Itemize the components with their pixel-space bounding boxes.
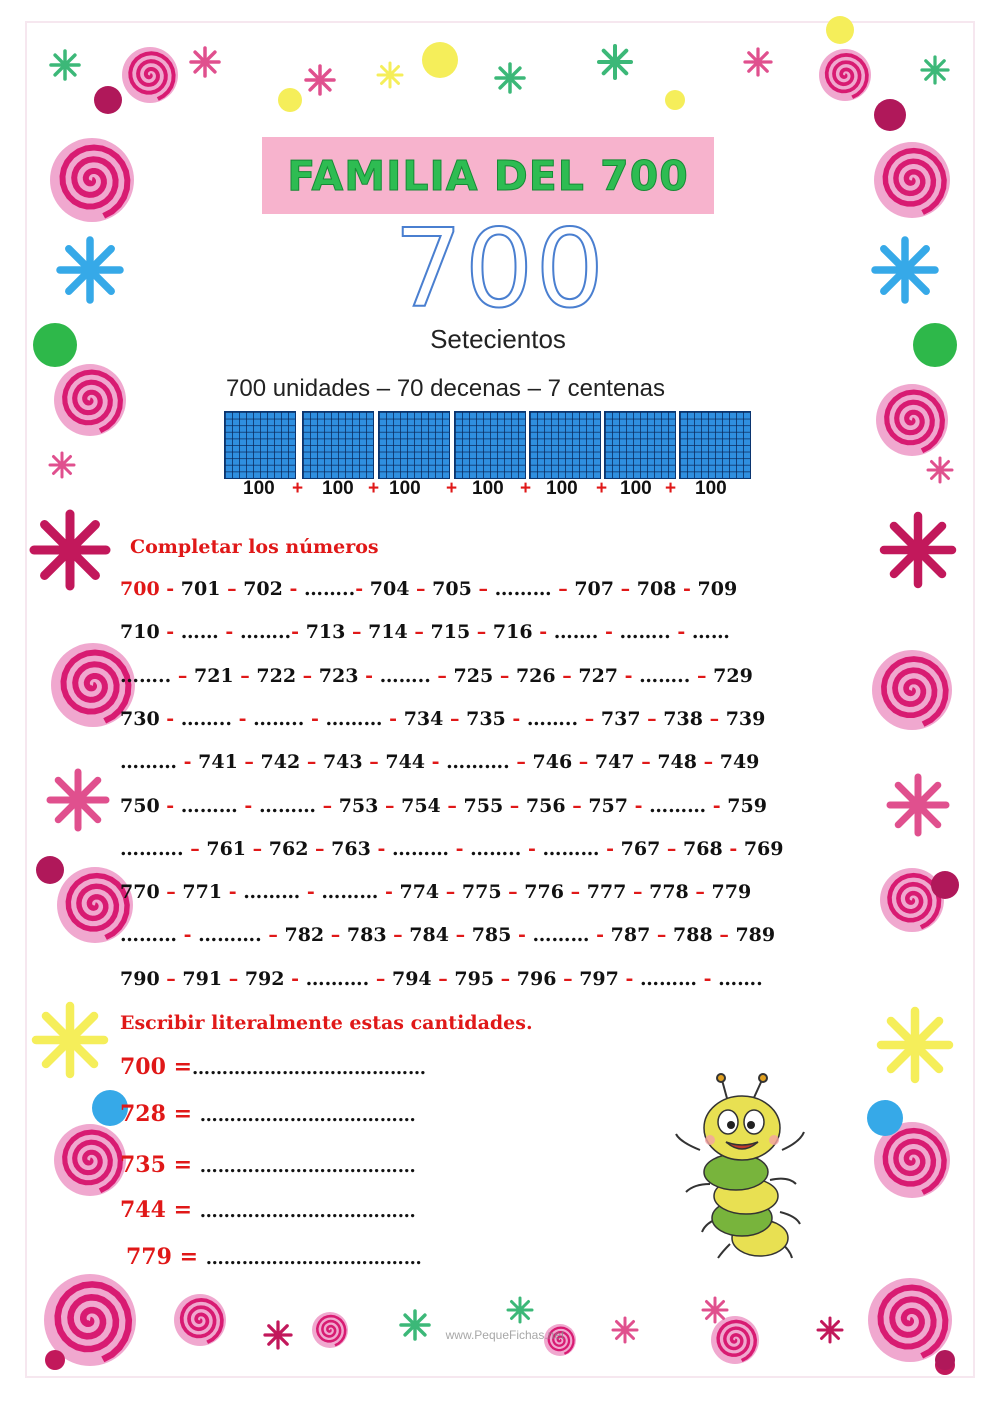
answer-blank: …………………………………: [192, 1058, 427, 1079]
sequence-number: 779: [711, 881, 752, 904]
separator: -: [159, 621, 181, 644]
footer-watermark: www.PequeFichas.net: [445, 1328, 565, 1342]
sequence-number: 756: [525, 794, 566, 817]
separator: -: [225, 621, 240, 644]
hundred-label: 100: [472, 478, 504, 499]
separator: –: [222, 967, 245, 990]
separator: –: [516, 751, 533, 774]
blank-slot: ………: [532, 924, 597, 947]
flower-icon: [378, 63, 402, 87]
sequence-row: [120, 968, 800, 990]
hundred-block: [604, 411, 676, 479]
quantity-row: [120, 1101, 416, 1127]
pink-spiral-icon: [50, 138, 134, 222]
exercise1-heading: Completar los números: [130, 536, 379, 558]
hundred-blocks: [224, 411, 754, 479]
separator: -: [618, 967, 640, 990]
separator: –: [300, 751, 323, 774]
separator: –: [407, 621, 431, 644]
quantity-label: 700 =: [120, 1054, 193, 1080]
separator: –: [555, 664, 579, 687]
snowflake-icon: [875, 240, 935, 300]
dot-icon: [867, 1100, 903, 1136]
separator: -: [238, 707, 254, 730]
sequence-row: [120, 708, 800, 730]
hundred-label: 100: [243, 478, 275, 499]
pink-spiral-icon: [54, 364, 126, 436]
sequence-number: 701: [180, 578, 221, 600]
sequence-number: 738: [663, 707, 703, 730]
separator: -: [596, 924, 611, 947]
separator: -: [511, 924, 533, 947]
blank-slot: …….: [553, 621, 605, 644]
flower-icon: [265, 1322, 291, 1348]
flower-icon: [191, 48, 219, 76]
sequence-number: 725: [453, 664, 494, 687]
pink-spiral-icon: [868, 1278, 952, 1362]
separator: -: [455, 837, 471, 860]
blank-slot: ………: [494, 578, 559, 600]
separator: -: [676, 578, 698, 600]
blank-slot: ……: [691, 621, 730, 644]
separator: –: [183, 837, 207, 860]
answer-blank: ………………………………: [199, 1105, 416, 1126]
separator: –: [702, 707, 726, 730]
quantity-row: [120, 1054, 426, 1080]
sequence-number: 770: [120, 881, 160, 904]
answer-blank: ………………………………: [205, 1248, 422, 1269]
blank-slot: ……..: [120, 664, 172, 687]
hundred-block: [302, 411, 374, 479]
sequence-number: 734: [403, 707, 444, 730]
sequence-number: 775: [461, 881, 502, 904]
sequence-number: 785: [471, 924, 512, 947]
quantity-label: 735 =: [120, 1152, 200, 1178]
pink-spiral-icon: [876, 384, 948, 456]
separator: -: [159, 794, 181, 817]
separator: –: [503, 794, 526, 817]
sequence-row: [120, 578, 800, 600]
sequence-number: 739: [725, 707, 766, 730]
blank-slot: ………: [542, 837, 607, 860]
separator: -: [389, 707, 404, 730]
separator: –: [431, 967, 455, 990]
sequence-number: 769: [743, 837, 784, 860]
sequence-number: 784: [409, 924, 449, 947]
blank-slot: ……..: [619, 621, 678, 644]
blank-slot: ……..: [526, 707, 585, 730]
sequence-number: 709: [697, 578, 738, 600]
separator: –: [409, 578, 433, 600]
sequence-number: 762: [268, 837, 309, 860]
answer-blank: ………………………………: [199, 1201, 416, 1222]
sequence-number: 705: [432, 578, 472, 600]
title-banner: [262, 137, 714, 214]
separator: –: [697, 664, 714, 687]
flower-icon: [922, 57, 948, 83]
dot-icon: [826, 16, 854, 44]
separator: -: [703, 967, 719, 990]
separator: -: [618, 664, 640, 687]
hundred-label: 100: [620, 478, 652, 499]
sparkle-icon: [881, 1011, 949, 1079]
separator: –: [324, 924, 347, 947]
blank-slot: ……..: [239, 621, 292, 644]
blank-slot: ………: [325, 707, 390, 730]
dot-icon: [278, 88, 302, 112]
separator: -: [606, 837, 621, 860]
separator: –: [439, 881, 462, 904]
separator: –: [556, 967, 580, 990]
blank-slot: ……..: [470, 837, 528, 860]
flower-icon: [745, 49, 771, 75]
sequence-number: 744: [385, 751, 426, 774]
sequence-row: [120, 881, 800, 903]
sequence-number: 716: [492, 621, 533, 644]
sequence-number: 715: [430, 621, 471, 644]
sequence-number: 795: [454, 967, 495, 990]
separator: –: [322, 794, 339, 817]
blank-slot: ……..: [304, 578, 356, 600]
sequence-row: [120, 665, 800, 687]
sequence-number: 749: [719, 751, 760, 774]
hundred-block: [679, 411, 751, 479]
pink-spiral-icon: [711, 1316, 759, 1364]
sequence-number: 741: [198, 751, 238, 774]
answer-blank: ………………………………: [199, 1156, 416, 1177]
hundred-label: 100: [546, 478, 578, 499]
sequence-number: 787: [610, 924, 651, 947]
separator: –: [494, 967, 517, 990]
separator: -: [384, 881, 400, 904]
plus-sign: +: [520, 478, 532, 499]
separator: –: [159, 881, 183, 904]
separator: -: [355, 578, 370, 600]
dot-icon: [931, 871, 959, 899]
sequence-number: 776: [524, 881, 564, 904]
sequence-row: [120, 795, 800, 817]
blank-slot: ………: [120, 924, 177, 947]
separator: –: [572, 751, 595, 774]
sequence-number: 768: [683, 837, 723, 860]
separator: –: [650, 924, 674, 947]
separator: –: [362, 751, 386, 774]
sequence-number: 771: [182, 881, 223, 904]
quantity-label: 779 =: [126, 1244, 206, 1270]
dot-icon: [36, 856, 64, 884]
sparkle-icon: [884, 516, 952, 584]
sequence-number: 730: [120, 707, 160, 730]
sequence-number: 723: [318, 664, 359, 687]
sequence-number: 794: [391, 967, 432, 990]
separator: –: [375, 967, 392, 990]
snowflake-icon: [60, 240, 120, 300]
separator: –: [688, 881, 712, 904]
sequence-number: 742: [260, 751, 301, 774]
sequence-number: 713: [305, 621, 346, 644]
sequence-number: 721: [193, 664, 234, 687]
flower-icon: [818, 1318, 842, 1342]
separator: –: [626, 881, 650, 904]
flower-icon: [508, 1298, 532, 1322]
separator: –: [558, 578, 575, 600]
hundred-block: [529, 411, 601, 479]
separator: -: [425, 751, 447, 774]
separator: –: [493, 664, 516, 687]
quantity-row: [120, 1152, 416, 1178]
separator: -: [712, 794, 728, 817]
sequence-number: 748: [657, 751, 697, 774]
sequence-number: 727: [578, 664, 619, 687]
separator: –: [640, 707, 664, 730]
separator: –: [220, 578, 244, 600]
sequence-number: 743: [322, 751, 363, 774]
sequence-number: 796: [516, 967, 557, 990]
separator: –: [308, 837, 332, 860]
sequence-number: 729: [713, 664, 753, 687]
sparkle-icon: [34, 514, 106, 586]
separator: –: [634, 751, 658, 774]
sequence-number: 710: [120, 621, 160, 644]
separator: –: [296, 664, 319, 687]
separator: -: [222, 881, 244, 904]
sequence-row: [120, 924, 800, 946]
separator: –: [584, 707, 601, 730]
plus-sign: +: [596, 478, 608, 499]
separator: -: [159, 578, 181, 600]
separator: -: [177, 751, 199, 774]
sequence-row: [120, 838, 800, 860]
exercise2-heading: Escribir literalmente estas cantidades.: [120, 1012, 533, 1034]
separator: -: [311, 707, 326, 730]
separator: –: [159, 967, 183, 990]
separator: –: [246, 837, 269, 860]
separator: –: [386, 924, 410, 947]
dot-icon: [422, 42, 458, 78]
separator: –: [430, 664, 454, 687]
separator: –: [712, 924, 736, 947]
separator: –: [471, 578, 495, 600]
separator: –: [565, 794, 589, 817]
sequence-row: [120, 751, 800, 773]
number-word: Setecientos: [430, 324, 566, 354]
sequence-number: 790: [120, 967, 160, 990]
sequence-number: 797: [579, 967, 619, 990]
separator: –: [613, 578, 637, 600]
sequence-number: 714: [368, 621, 408, 644]
dot-icon: [45, 1350, 65, 1370]
blank-slot: …….: [718, 967, 763, 990]
flower-icon: [613, 1318, 637, 1342]
separator: -: [358, 664, 380, 687]
flower-icon: [890, 777, 946, 833]
plus-sign: +: [292, 478, 304, 499]
flower-icon: [51, 51, 79, 79]
separator: -: [284, 967, 306, 990]
sequence-number: 791: [182, 967, 223, 990]
blank-slot: ………: [258, 794, 323, 817]
hundred-block: [454, 411, 526, 479]
sequence-number: 726: [515, 664, 556, 687]
sparkle-icon: [703, 1298, 727, 1322]
dot-icon: [94, 86, 122, 114]
separator: -: [677, 621, 692, 644]
separator: –: [448, 924, 472, 947]
sequence-number: 737: [600, 707, 641, 730]
separator: –: [237, 751, 261, 774]
sequence-number: 789: [735, 924, 776, 947]
sequence-number: 735: [466, 707, 506, 730]
sequence-number: 761: [206, 837, 247, 860]
quantity-row: [126, 1244, 422, 1270]
blank-slot: ……..: [180, 707, 239, 730]
separator: –: [696, 751, 720, 774]
blank-slot: ……: [180, 621, 226, 644]
pink-spiral-icon: [819, 49, 871, 101]
hundreds-sum: [0, 478, 1000, 504]
sequence-number: 792: [244, 967, 285, 990]
separator: -: [244, 794, 259, 817]
flower-icon: [50, 453, 74, 477]
blank-slot: ……..: [253, 707, 312, 730]
flower-icon: [496, 64, 524, 92]
separator: –: [501, 881, 525, 904]
blank-slot: ………: [649, 794, 713, 817]
sequence-number: 704: [369, 578, 410, 600]
sequence-number: 750: [120, 794, 160, 817]
separator: -: [527, 837, 543, 860]
plus-sign: +: [665, 478, 677, 499]
sequence-number: 707: [574, 578, 614, 600]
sequence-number: 753: [338, 794, 379, 817]
hundred-label: 100: [322, 478, 354, 499]
sequence-number: 774: [399, 881, 440, 904]
decomposition-text: 700 unidades – 70 decenas – 7 centenas: [226, 375, 666, 402]
sequence-number: 778: [649, 881, 689, 904]
blank-slot: ………: [639, 967, 704, 990]
blank-slot: ………: [180, 794, 245, 817]
dot-icon: [913, 323, 957, 367]
separator: -: [306, 881, 322, 904]
separator: -: [604, 621, 620, 644]
separator: –: [563, 881, 587, 904]
sequence-number: 782: [284, 924, 325, 947]
pink-spiral-icon: [872, 650, 952, 730]
sparkle-icon: [36, 1006, 104, 1074]
blank-slot: ………: [120, 751, 177, 774]
blank-slot: ………: [243, 881, 307, 904]
separator: -: [159, 707, 181, 730]
sequence-number: 763: [331, 837, 371, 860]
blank-slot: ……….: [198, 924, 269, 947]
separator: -: [532, 621, 554, 644]
separator: –: [660, 837, 684, 860]
caterpillar-icon: [670, 1072, 820, 1262]
pink-spiral-icon: [174, 1294, 226, 1346]
hundred-block: [378, 411, 450, 479]
separator: -: [722, 837, 744, 860]
sequence-number: 708: [636, 578, 677, 600]
sequence-number: 783: [346, 924, 387, 947]
pink-spiral-icon: [54, 1124, 126, 1196]
blank-slot: ……….: [305, 967, 376, 990]
sequence-number: 759: [727, 794, 767, 817]
separator: -: [177, 924, 199, 947]
start-number: 700: [120, 578, 160, 600]
quantity-row: [120, 1197, 416, 1223]
separator: -: [282, 578, 304, 600]
blank-slot: ……..: [639, 664, 698, 687]
sequence-number: 755: [463, 794, 504, 817]
quantity-label: 728 =: [120, 1101, 200, 1127]
blank-slot: ……….: [446, 751, 517, 774]
separator: –: [233, 664, 257, 687]
separator: –: [470, 621, 493, 644]
separator: –: [171, 664, 194, 687]
sequence-number: 767: [620, 837, 661, 860]
hundred-label: 100: [695, 478, 727, 499]
page-title: FAMILIA DEL 700: [287, 151, 689, 200]
separator: –: [440, 794, 464, 817]
dot-icon: [874, 99, 906, 131]
quantity-label: 744 =: [120, 1197, 200, 1223]
hundred-label: 100: [389, 478, 421, 499]
sequence-number: 702: [243, 578, 283, 600]
hundred-block: [224, 411, 296, 479]
sequence-number: 722: [256, 664, 297, 687]
separator: -: [627, 794, 650, 817]
plus-sign: +: [368, 478, 380, 499]
sequence-number: 754: [401, 794, 441, 817]
blank-slot: ………: [321, 881, 385, 904]
plus-sign: +: [446, 478, 458, 499]
blank-slot: ………: [391, 837, 456, 860]
dot-icon: [33, 323, 77, 367]
separator: –: [345, 621, 369, 644]
sequence-number: 757: [588, 794, 628, 817]
sequence-number: 746: [532, 751, 573, 774]
pink-spiral-icon: [122, 47, 178, 103]
separator: -: [505, 707, 527, 730]
separator: –: [443, 707, 467, 730]
dot-icon: [935, 1350, 955, 1370]
blank-slot: ……….: [120, 837, 184, 860]
pink-spiral-icon: [874, 142, 950, 218]
sequence-number: 788: [673, 924, 713, 947]
separator: -: [291, 621, 306, 644]
sequence-row: [120, 621, 800, 643]
sparkle-icon: [306, 66, 334, 94]
blank-slot: ……..: [379, 664, 431, 687]
separator: -: [370, 837, 392, 860]
sparkle-icon: [599, 46, 631, 78]
sequence-number: 747: [594, 751, 635, 774]
big-number: 700: [393, 207, 607, 332]
separator: –: [268, 924, 285, 947]
dot-icon: [665, 90, 685, 110]
flower-icon: [50, 772, 106, 828]
separator: –: [378, 794, 402, 817]
sequence-number: 777: [586, 881, 627, 904]
pink-spiral-icon: [312, 1312, 348, 1348]
